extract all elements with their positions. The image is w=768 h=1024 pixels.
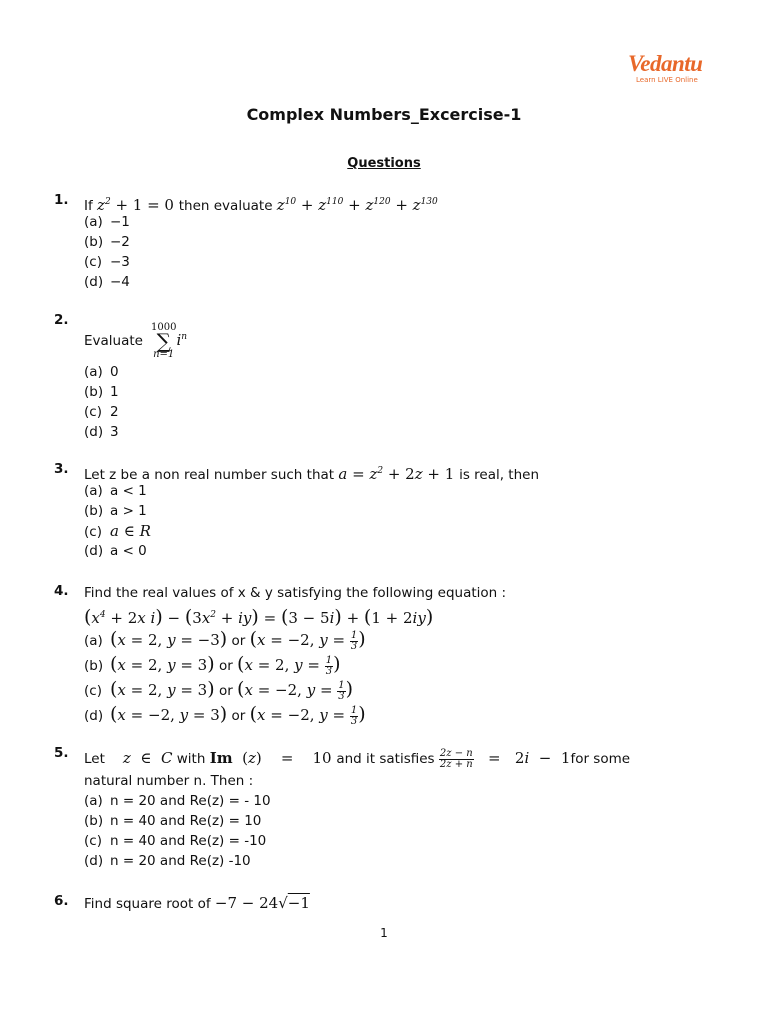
question-number: 6. xyxy=(54,893,69,909)
question-4 xyxy=(54,583,714,727)
option: (d) n = 20 and Re(z) -10 xyxy=(84,853,251,869)
question-number: 4. xyxy=(54,583,69,599)
question-6 xyxy=(54,893,714,913)
page-number: 1 xyxy=(380,926,388,940)
logo-tagline: Learn LIVE Online xyxy=(636,76,698,84)
question-stem: Evaluate 1000 ∑ n=1 $i^n$ xyxy=(84,322,188,360)
option: (d) (x = −2, y = 3) or (x = −2, y = $\frac{1}{3}$ ) xyxy=(84,703,366,727)
option: (c) a ∈ R xyxy=(84,522,151,540)
question-1 xyxy=(54,192,714,292)
option: (c) 2 xyxy=(84,404,119,420)
question-number: 3. xyxy=(54,461,69,477)
option: (c) n = 40 and Re(z) = -10 xyxy=(84,833,267,849)
vedantu-logo xyxy=(628,52,708,85)
option: (a) (x = 2, y = −3) or (x = −2, y = $\frac{1}{3}$ ) xyxy=(84,628,366,652)
question-stem: If $z^2 + 1 = 0$ then evaluate $z^{10} + z^{110} + z^{120} + z^{130}$ xyxy=(84,196,438,214)
question-stem: Find square root of −7 − 24√−1 xyxy=(84,894,310,912)
question-number: 1. xyxy=(54,192,69,208)
question-2 xyxy=(54,312,714,442)
question-stem-continued: natural number n. Then : xyxy=(84,773,254,789)
question-stem: Let z ∈ C with Im (z) = 10 and it satisfies $\frac{2z - n}{2z + n}$ = 2i − 1for some xyxy=(84,747,631,770)
option: (b) a > 1 xyxy=(84,503,147,519)
option: (a) a < 1 xyxy=(84,483,147,499)
option: (a) −1 xyxy=(84,214,130,230)
option: (d) 3 xyxy=(84,424,119,440)
question-5 xyxy=(54,745,714,871)
option: (c) (x = 2, y = 3) or (x = −2, y = $\frac{1}{3}$ ) xyxy=(84,678,354,702)
option: (b) −2 xyxy=(84,234,130,250)
option: (a) n = 20 and Re(z) = - 10 xyxy=(84,793,271,809)
option: (b) 1 xyxy=(84,384,119,400)
option: (d) a < 0 xyxy=(84,543,147,559)
section-heading: Questions xyxy=(347,156,421,171)
option: (c) −3 xyxy=(84,254,130,270)
question-number: 2. xyxy=(54,312,69,328)
summation: 1000 ∑ n=1 xyxy=(150,322,177,360)
option: (d) −4 xyxy=(84,274,130,290)
option: (b) (x = 2, y = 3) or (x = 2, y = $\frac{1}{3}$ ) xyxy=(84,653,341,677)
question-number: 5. xyxy=(54,745,69,761)
question-3 xyxy=(54,461,714,561)
question-stem: Find the real values of x & y satisfying the following equation : xyxy=(84,585,507,601)
question-stem: Let z be a non real number such that $a = z^2 + 2z + 1$ is real, then xyxy=(84,465,540,483)
logo-name: Vedantu xyxy=(628,51,703,76)
document-title: Complex Numbers_Excercise-1 xyxy=(246,105,522,124)
option: (a) 0 xyxy=(84,364,119,380)
option: (b) n = 40 and Re(z) = 10 xyxy=(84,813,262,829)
equation: ($x^4 + 2x$ $i) - (3x^2 + iy) = (3 - 5i) + (1 + 2iy)$ xyxy=(84,606,434,628)
